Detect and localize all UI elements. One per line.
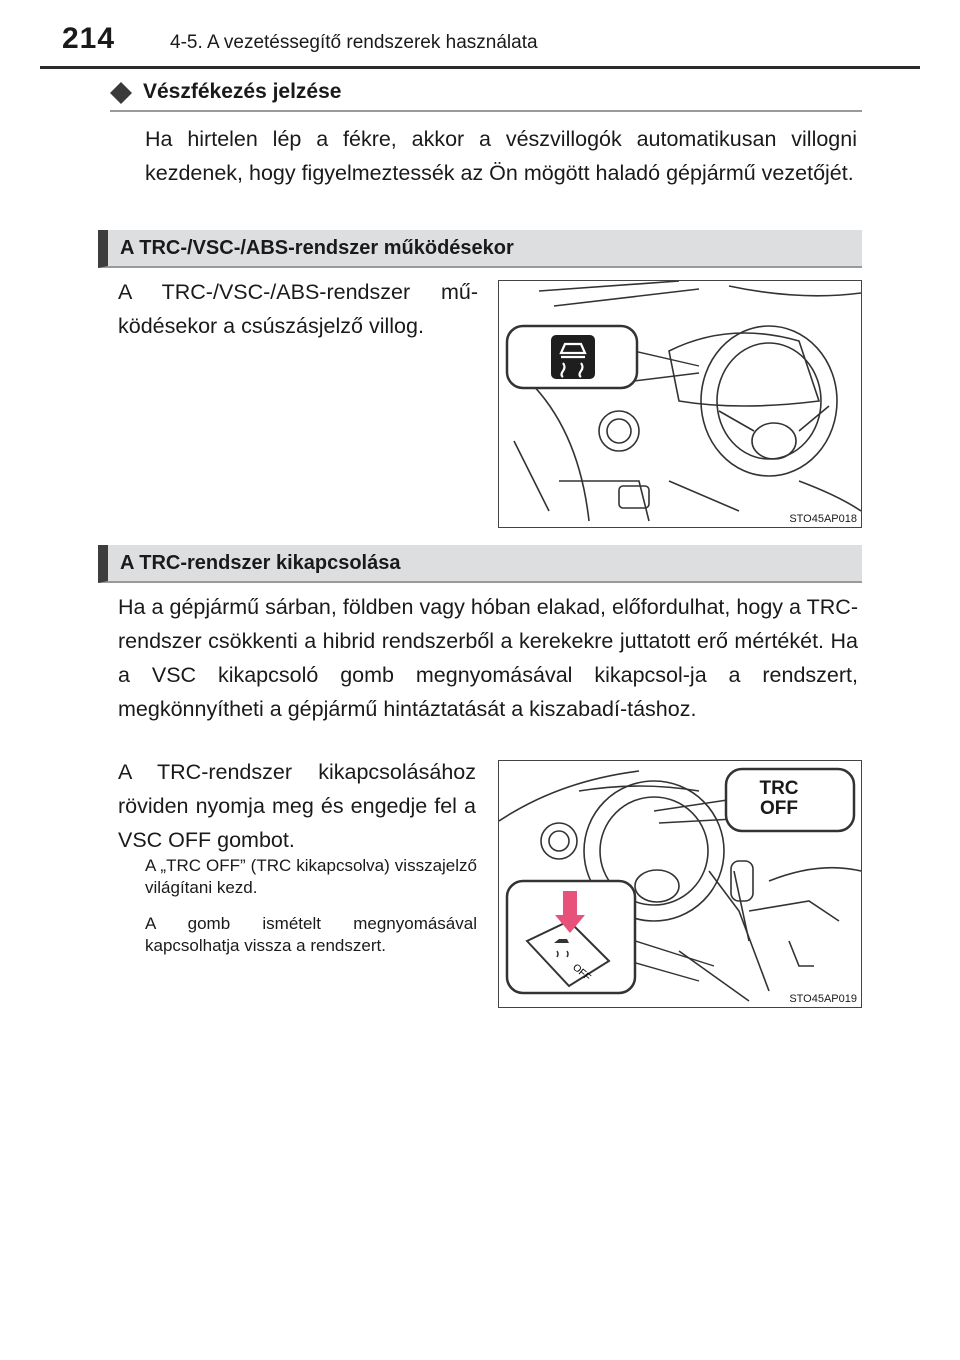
subsection-body: Ha hirtelen lép a fékre, akkor a vészvillogók automatikusan villogni kezdenek, hogy figyelmeztessék az Ön mögött haladó gépjármű vezetőjét. — [145, 127, 857, 185]
note-press-again: A gomb ismételt megnyomásával kapcsolhatja vissza a rendszert. — [145, 914, 477, 955]
section-heading-text: A TRC-rendszer kikapcsolása — [120, 552, 401, 574]
section-heading-trc-off — [98, 545, 862, 583]
subsection-rule — [110, 110, 862, 112]
page-number: 214 — [62, 22, 116, 55]
section1-body: A TRC-/VSC-/ABS-rendszer mű-ködésekor a csúszásjelző villog. — [118, 280, 478, 338]
note-indicator-lights: A „TRC OFF” (TRC kikapcsolva) visszajelző világítani kezd. — [145, 856, 477, 897]
vsc-off-button-illustration — [498, 760, 862, 1008]
section2-body: Ha a gépjármű sárban, földben vagy hóban elakad, előfordulhat, hogy a TRC-rendszer csökkenti a hibrid rendszerből a kerekekre juttatott erő mértékét. Ha a VSC kikapcsoló gomb megnyomásával kikapcsol-ja a rendszert, megkönnyítheti a gépjármű hintáztatását a kiszabadí-táshoz. — [118, 595, 858, 721]
dashboard-drawing — [499, 281, 861, 527]
diamond-bullet-icon — [110, 82, 132, 104]
callout-line-trc: TRC — [759, 778, 799, 799]
subsection-title: Vészfékezés jelzése — [143, 80, 342, 103]
section-heading-text: A TRC-/VSC-/ABS-rendszer működésekor — [120, 237, 514, 259]
section2-instruction: A TRC-rendszer kikapcsolásához röviden nyomja meg és engedje fel a VSC OFF gombot. — [118, 760, 476, 852]
trc-off-callout — [731, 779, 827, 819]
callout-line-off: OFF — [760, 798, 798, 819]
section-heading-trc-vsc-abs — [98, 230, 862, 268]
header-rule — [40, 66, 920, 69]
chapter-title: 4-5. A vezetéssegítő rendszerek használata — [170, 32, 538, 53]
vsc-off-button-label: OFF — [570, 962, 593, 984]
figure-code: STO45AP019 — [789, 993, 857, 1005]
dashboard-illustration — [498, 280, 862, 528]
figure-code: STO45AP018 — [789, 513, 857, 525]
